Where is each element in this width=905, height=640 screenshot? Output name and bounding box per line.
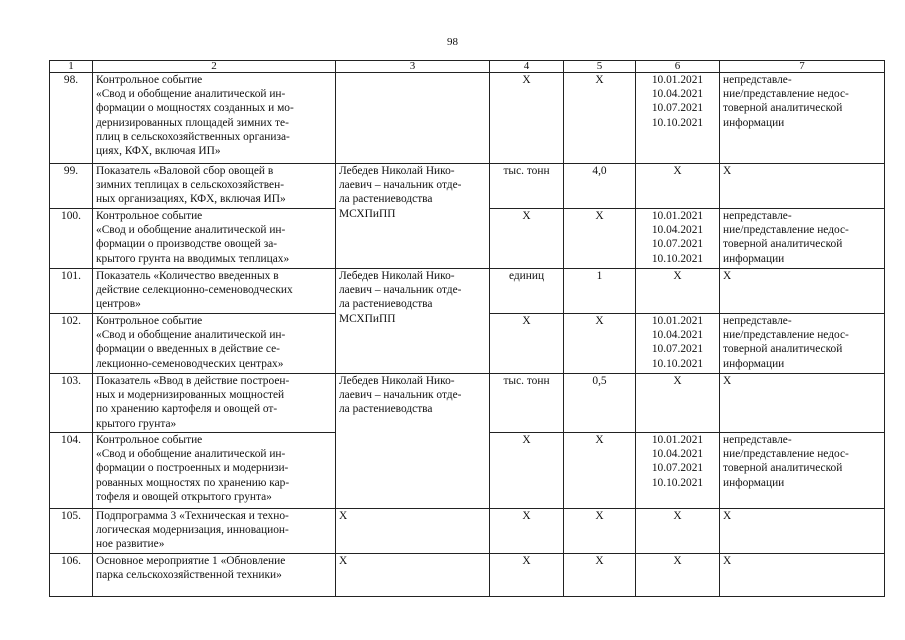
note-cell: Х — [720, 509, 885, 554]
unit-cell: тыс. тонн — [490, 374, 564, 433]
row-number: 103. — [50, 374, 93, 433]
table-row — [50, 269, 885, 314]
row-name: Показатель «Валовой сбор овощей в зимних теплицах в сельскохозяйствен- ных организациях, КФХ, включая ИП» — [93, 164, 336, 209]
row-number: 100. — [50, 209, 93, 269]
row-number: 98. — [50, 73, 93, 164]
responsible-cell: Лебедев Николай Нико- лаевич – начальник отде- ла растениеводства МСХПиПП — [336, 269, 490, 374]
note-cell: непредставле- ние/представление недос- товерной аналитической информации — [720, 73, 885, 164]
unit-cell: Х — [490, 314, 564, 374]
table-row — [50, 554, 885, 597]
note-cell: непредставле- ние/представление недос- товерной аналитической информации — [720, 209, 885, 269]
unit-cell: Х — [490, 73, 564, 164]
row-number: 102. — [50, 314, 93, 374]
row-number: 105. — [50, 509, 93, 554]
value-cell: Х — [564, 554, 636, 597]
row-name: Контрольное событие «Свод и обобщение аналитической ин- формации о мощностях созданных и мо- дернизированных площадей зимних те- плиц в сельскохозяйственных организа- циях, КФХ, включая ИП» — [93, 73, 336, 164]
dates-cell: Х — [636, 164, 720, 209]
header-cell: 3 — [336, 61, 490, 73]
value-cell: Х — [564, 433, 636, 509]
dates-cell: Х — [636, 269, 720, 314]
value-cell: 4,0 — [564, 164, 636, 209]
table-row — [50, 73, 885, 164]
dates-cell: Х — [636, 509, 720, 554]
header-cell: 4 — [490, 61, 564, 73]
note-cell: Х — [720, 554, 885, 597]
table-row — [50, 164, 885, 209]
value-cell: 0,5 — [564, 374, 636, 433]
responsible-cell — [336, 73, 490, 164]
row-name: Подпрограмма 3 «Техническая и техно- логическая модернизация, инновацион- ное развитие» — [93, 509, 336, 554]
table-row — [50, 374, 885, 433]
row-name: Контрольное событие «Свод и обобщение аналитической ин- формации о производстве овощей за- крытого грунта на вводимых теплицах» — [93, 209, 336, 269]
row-name: Показатель «Количество введенных в действие селекционно-семеноводческих центров» — [93, 269, 336, 314]
note-cell: Х — [720, 269, 885, 314]
value-cell: 1 — [564, 269, 636, 314]
responsible-cell: Х — [336, 509, 490, 554]
row-number: 101. — [50, 269, 93, 314]
dates-cell: 10.01.2021 10.04.2021 10.07.2021 10.10.2021 — [636, 73, 720, 164]
dates-cell: Х — [636, 374, 720, 433]
header-cell: 2 — [93, 61, 336, 73]
dates-cell: 10.01.2021 10.04.2021 10.07.2021 10.10.2021 — [636, 209, 720, 269]
dates-cell: Х — [636, 554, 720, 597]
indicators-table — [49, 60, 885, 597]
header-cell: 7 — [720, 61, 885, 73]
responsible-cell: Лебедев Николай Нико- лаевич – начальник отде- ла растениеводства — [336, 374, 490, 509]
dates-cell: 10.01.2021 10.04.2021 10.07.2021 10.10.2021 — [636, 433, 720, 509]
row-number: 106. — [50, 554, 93, 597]
header-cell: 5 — [564, 61, 636, 73]
note-cell: непредставле- ние/представление недос- товерной аналитической информации — [720, 433, 885, 509]
responsible-cell: Х — [336, 554, 490, 597]
value-cell: Х — [564, 314, 636, 374]
page-number: 98 — [447, 36, 458, 48]
row-name: Показатель «Ввод в действие построен- ных и модернизированных мощностей по хранению картофеля и овощей от- крытого грунта» — [93, 374, 336, 433]
dates-cell: 10.01.2021 10.04.2021 10.07.2021 10.10.2021 — [636, 314, 720, 374]
unit-cell: Х — [490, 509, 564, 554]
responsible-cell: Лебедев Николай Нико- лаевич – начальник отде- ла растениеводства МСХПиПП — [336, 164, 490, 269]
header-cell: 1 — [50, 61, 93, 73]
row-name: Контрольное событие «Свод и обобщение аналитической ин- формации о введенных в действие се- лекционно-семеноводческих центрах» — [93, 314, 336, 374]
row-number: 104. — [50, 433, 93, 509]
unit-cell: единиц — [490, 269, 564, 314]
value-cell: Х — [564, 209, 636, 269]
row-name: Контрольное событие «Свод и обобщение аналитической ин- формации о построенных и модернизи- рованных мощностях по хранению кар- тофеля и овощей открытого грунта» — [93, 433, 336, 509]
header-cell: 6 — [636, 61, 720, 73]
note-cell: непредставле- ние/представление недос- товерной аналитической информации — [720, 314, 885, 374]
note-cell: Х — [720, 164, 885, 209]
note-cell: Х — [720, 374, 885, 433]
header-row — [50, 61, 885, 73]
unit-cell: Х — [490, 433, 564, 509]
unit-cell: Х — [490, 554, 564, 597]
unit-cell: тыс. тонн — [490, 164, 564, 209]
row-number: 99. — [50, 164, 93, 209]
row-name: Основное мероприятие 1 «Обновление парка сельскохозяйственной техники» — [93, 554, 336, 597]
table-row — [50, 509, 885, 554]
value-cell: Х — [564, 73, 636, 164]
value-cell: Х — [564, 509, 636, 554]
unit-cell: Х — [490, 209, 564, 269]
